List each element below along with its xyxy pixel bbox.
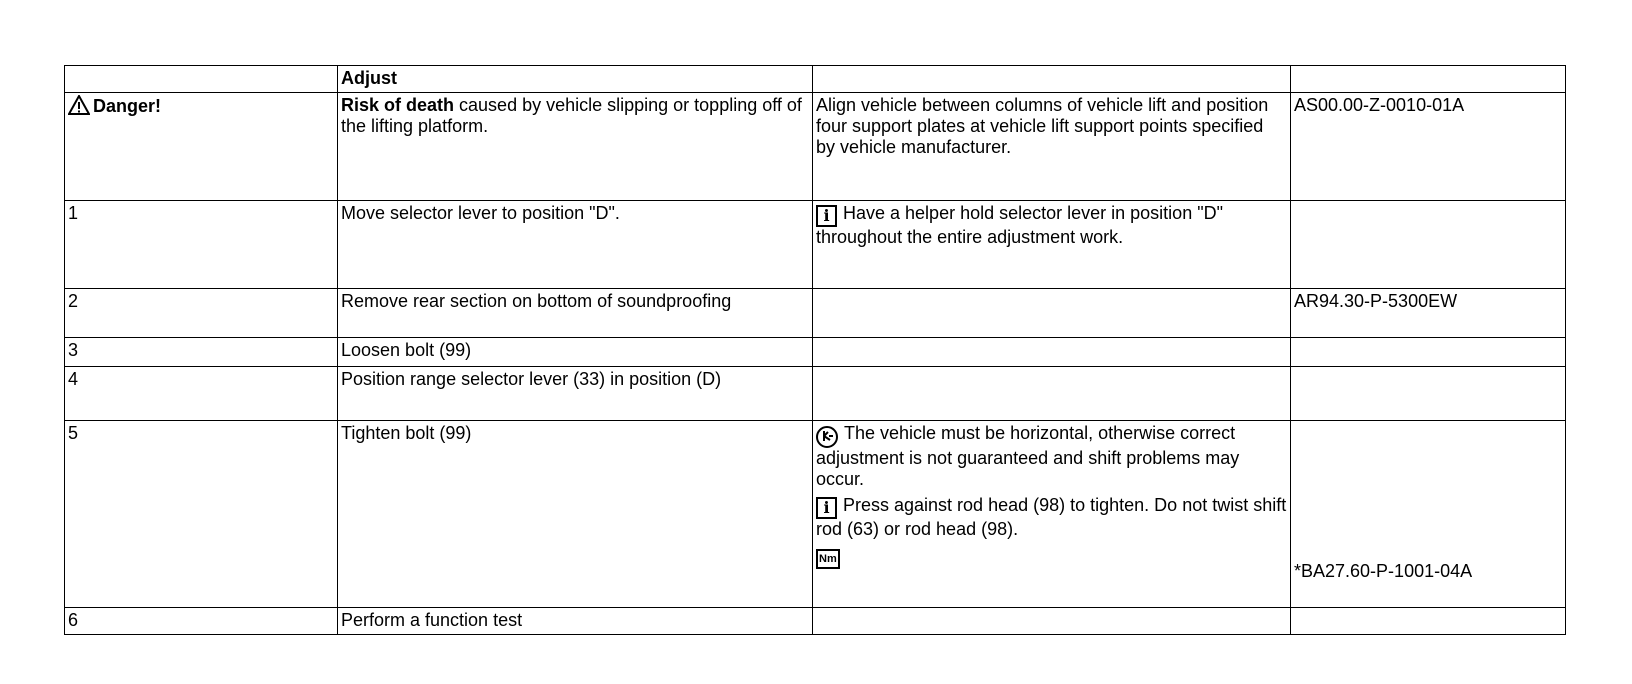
info-icon: i (816, 205, 837, 227)
info-icon: i (816, 497, 837, 519)
table-row (65, 289, 1566, 338)
danger-label: Danger! (93, 96, 162, 116)
step-number: 3 (65, 338, 338, 367)
step-note-cell (813, 289, 1291, 338)
risk-text: caused by vehicle slipping or toppling off of the lifting platform. (341, 95, 802, 136)
header-cell-empty (1291, 66, 1566, 93)
step-ref: AR94.30-P-5300EW (1291, 289, 1566, 338)
step-text: Move selector lever to position "D". (338, 201, 813, 289)
info-note (816, 495, 1287, 540)
header-cell-empty (813, 66, 1291, 93)
step-text: Tighten bolt (99) (338, 421, 813, 608)
step-text: Loosen bolt (99) (338, 338, 813, 367)
table-row (65, 201, 1566, 289)
danger-label-cell (65, 93, 338, 201)
header-cell-empty (65, 66, 338, 93)
step-ref (1291, 201, 1566, 289)
torque-nm-icon: Nm (816, 549, 840, 569)
step-ref-cell (1291, 421, 1566, 608)
step-number: 6 (65, 608, 338, 635)
danger-risk-cell (338, 93, 813, 201)
step-note-cell (813, 201, 1291, 289)
step-number: 5 (65, 421, 338, 608)
risk-bold: Risk of death (341, 95, 455, 115)
step-number: 4 (65, 367, 338, 421)
step-ref (1291, 608, 1566, 635)
step-note-cell (813, 338, 1291, 367)
step-text: Remove rear section on bottom of soundproofing (338, 289, 813, 338)
header-adjust: Adjust (338, 66, 813, 93)
table-row (65, 608, 1566, 635)
procedure-table (64, 65, 1566, 635)
caution-note (816, 423, 1287, 490)
caution-icon (816, 426, 838, 448)
table-row (65, 421, 1566, 608)
step-note-cell (813, 367, 1291, 421)
warning-triangle-icon (68, 95, 90, 120)
table-row (65, 338, 1566, 367)
step-number: 2 (65, 289, 338, 338)
step-note-cell (813, 608, 1291, 635)
step-ref (1291, 338, 1566, 367)
step-note: Have a helper hold selector lever in position "D" throughout the entire adjustment work. (816, 203, 1223, 247)
danger-instruction: Align vehicle between columns of vehicle lift and position four support plates at vehicle lift support points specified by vehicle manufacturer. (813, 93, 1291, 201)
info-text: Press against rod head (98) to tighten. Do not twist shift rod (63) or rod head (98). (816, 495, 1287, 539)
danger-row (65, 93, 1566, 201)
step-ref (1291, 367, 1566, 421)
step-notes-cell (813, 421, 1291, 608)
step-text: Perform a function test (338, 608, 813, 635)
step-text: Position range selector lever (33) in position (D) (338, 367, 813, 421)
step-number: 1 (65, 201, 338, 289)
step-ref: *BA27.60-P-1001-04A (1294, 561, 1473, 581)
caution-text: The vehicle must be horizontal, otherwise correct adjustment is not guaranteed and shift problems may occur. (816, 423, 1240, 489)
table-row (65, 367, 1566, 421)
danger-ref: AS00.00-Z-0010-01A (1291, 93, 1566, 201)
header-row (65, 66, 1566, 93)
